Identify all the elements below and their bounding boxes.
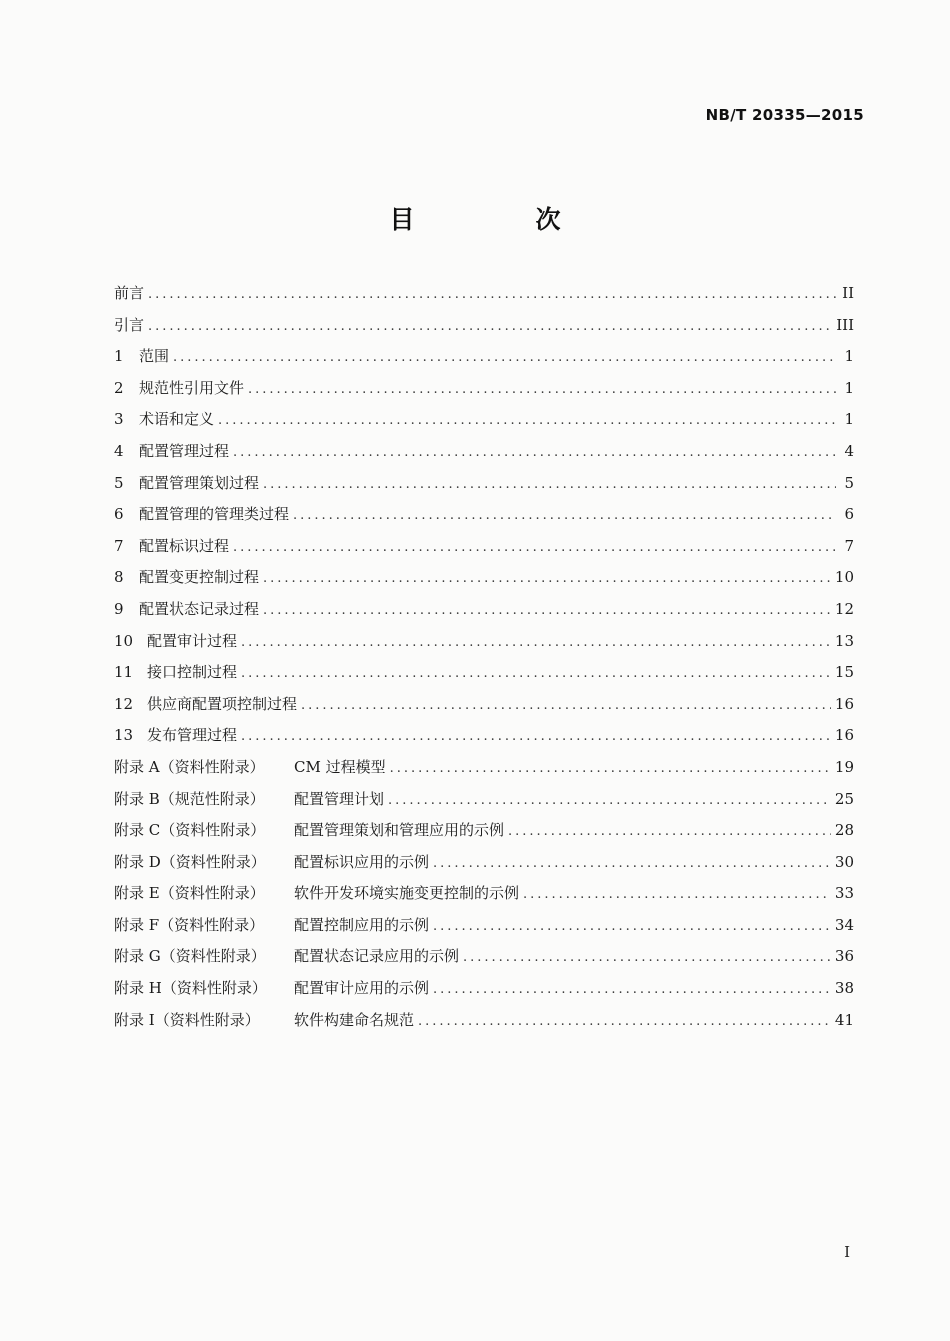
table-of-contents	[114, 278, 854, 1036]
toc-entry[interactable]	[114, 468, 854, 500]
toc-entry-page: III	[836, 315, 854, 334]
toc-entry-label: 配置标识过程	[139, 536, 230, 555]
toc-dot-leader	[433, 848, 831, 880]
toc-dot-leader	[301, 690, 831, 722]
toc-entry[interactable]	[114, 878, 854, 910]
toc-entry-number: 8	[114, 568, 124, 587]
toc-dot-leader	[248, 374, 836, 406]
toc-entry-label: 配置审计过程	[147, 631, 238, 650]
toc-dot-leader	[148, 279, 836, 311]
toc-entry-page: 1	[844, 378, 854, 397]
toc-dot-leader	[148, 311, 832, 343]
toc-entry-number: 13	[114, 726, 134, 745]
toc-dot-leader	[233, 532, 836, 564]
toc-entry[interactable]	[114, 626, 854, 658]
toc-entry-label: 接口控制过程	[147, 663, 238, 682]
toc-entry[interactable]	[114, 278, 854, 310]
toc-entry-label: 配置状态记录过程	[139, 599, 260, 618]
toc-entry-label: 配置审计应用的示例	[294, 979, 430, 998]
toc-entry-page: 10	[834, 568, 854, 587]
toc-entry[interactable]	[114, 941, 854, 973]
toc-entry-label: 规范性引用文件	[139, 378, 245, 397]
toc-entry-label: 发布管理过程	[147, 726, 238, 745]
toc-dot-leader	[523, 879, 831, 911]
toc-entry[interactable]	[114, 531, 854, 563]
toc-entry-page: 12	[834, 599, 854, 618]
toc-entry[interactable]	[114, 910, 854, 942]
toc-dot-leader	[388, 785, 831, 817]
toc-dot-leader	[293, 500, 836, 532]
toc-entry[interactable]	[114, 720, 854, 752]
toc-entry[interactable]	[114, 689, 854, 721]
toc-entry[interactable]	[114, 310, 854, 342]
toc-entry-appendix-prefix: 附录 E（资料性附录）	[114, 884, 265, 903]
toc-entry-page: 38	[834, 979, 854, 998]
toc-entry-page: II	[842, 284, 854, 302]
toc-entry-page: 30	[834, 852, 854, 871]
toc-entry-number: 12	[114, 694, 134, 713]
toc-entry-label: CM 过程模型	[294, 757, 386, 776]
toc-entry[interactable]	[114, 594, 854, 626]
toc-entry-appendix-prefix: 附录 A（资料性附录）	[114, 757, 265, 776]
toc-entry-page: 7	[844, 536, 854, 555]
toc-entry-number: 5	[114, 473, 124, 492]
toc-dot-leader	[241, 658, 831, 690]
toc-dot-leader	[263, 595, 831, 627]
toc-entry[interactable]	[114, 404, 854, 436]
toc-entry-page: 41	[834, 1010, 854, 1029]
toc-dot-leader	[233, 437, 836, 469]
toc-entry-label: 配置管理计划	[294, 789, 385, 808]
toc-dot-leader	[390, 753, 831, 785]
toc-entry-page: 5	[844, 473, 854, 492]
toc-dot-leader	[433, 974, 831, 1006]
toc-entry-page: 6	[844, 505, 854, 524]
toc-dot-leader	[241, 721, 831, 753]
toc-dot-leader	[418, 1006, 831, 1038]
toc-entry-number: 11	[114, 663, 134, 682]
toc-entry-page: 4	[844, 441, 854, 460]
toc-entry-page: 13	[834, 631, 854, 650]
toc-entry-appendix-prefix: 附录 B（规范性附录）	[114, 789, 265, 808]
toc-entry-number: 9	[114, 599, 124, 618]
toc-entry-label: 配置管理过程	[139, 441, 230, 460]
toc-entry[interactable]	[114, 1005, 854, 1037]
toc-entry-page: 15	[834, 663, 854, 682]
toc-dot-leader	[173, 342, 836, 374]
toc-entry[interactable]	[114, 499, 854, 531]
toc-entry-number: 10	[114, 631, 134, 650]
toc-dot-leader	[218, 405, 836, 437]
toc-entry[interactable]	[114, 815, 854, 847]
toc-entry-number: 7	[114, 536, 124, 555]
toc-entry-appendix-prefix: 附录 D（资料性附录）	[114, 852, 266, 871]
toc-entry-label: 前言	[114, 284, 145, 302]
toc-dot-leader	[508, 816, 831, 848]
toc-entry-label: 配置管理策划和管理应用的示例	[294, 821, 505, 840]
toc-entry-number: 2	[114, 378, 124, 397]
toc-entry[interactable]	[114, 657, 854, 689]
toc-entry-label: 配置管理策划过程	[139, 473, 260, 492]
toc-entry[interactable]	[114, 373, 854, 405]
toc-entry-label: 配置管理的管理类过程	[139, 505, 290, 524]
toc-entry-page: 34	[834, 915, 854, 934]
toc-entry-appendix-prefix: 附录 C（资料性附录）	[114, 821, 266, 840]
toc-dot-leader	[263, 563, 831, 595]
toc-entry-page: 25	[834, 789, 854, 808]
toc-dot-leader	[463, 942, 831, 974]
toc-dot-leader	[433, 911, 831, 943]
page-number: I	[844, 1243, 850, 1261]
toc-entry-appendix-prefix: 附录 F（资料性附录）	[114, 915, 265, 934]
toc-entry[interactable]	[114, 562, 854, 594]
toc-entry-page: 1	[844, 410, 854, 429]
toc-entry[interactable]	[114, 341, 854, 373]
toc-entry-label: 范围	[139, 347, 170, 366]
toc-entry-number: 6	[114, 505, 124, 524]
toc-entry-number: 4	[114, 441, 124, 460]
toc-entry-number: 1	[114, 347, 124, 366]
toc-entry-page: 1	[844, 347, 854, 366]
toc-entry-appendix-prefix: 附录 I（资料性附录）	[114, 1010, 260, 1029]
toc-entry-label: 配置控制应用的示例	[294, 915, 430, 934]
toc-entry[interactable]	[114, 752, 854, 784]
toc-entry-page: 36	[834, 947, 854, 966]
toc-title: 目 次	[389, 205, 609, 234]
toc-entry-appendix-prefix: 附录 G（资料性附录）	[114, 947, 266, 966]
toc-entry-page: 19	[834, 757, 854, 776]
toc-entry-page: 16	[834, 694, 854, 713]
toc-entry-label: 软件开发环境实施变更控制的示例	[294, 884, 520, 903]
toc-entry-number: 3	[114, 410, 124, 429]
toc-entry-appendix-prefix: 附录 H（资料性附录）	[114, 979, 267, 998]
toc-entry-page: 33	[834, 884, 854, 903]
toc-entry[interactable]	[114, 973, 854, 1005]
toc-entry-label: 配置变更控制过程	[139, 568, 260, 587]
toc-entry[interactable]	[114, 436, 854, 468]
standard-number: NB/T 20335—2015	[705, 106, 864, 124]
toc-entry-label: 供应商配置项控制过程	[147, 694, 298, 713]
toc-dot-leader	[263, 469, 836, 501]
toc-dot-leader	[241, 627, 831, 659]
toc-entry[interactable]	[114, 847, 854, 879]
toc-entry[interactable]	[114, 784, 854, 816]
toc-entry-page: 28	[834, 821, 854, 840]
toc-entry-label: 配置标识应用的示例	[294, 852, 430, 871]
toc-entry-label: 引言	[114, 315, 145, 334]
toc-entry-label: 配置状态记录应用的示例	[294, 947, 460, 966]
toc-entry-page: 16	[834, 726, 854, 745]
toc-entry-label: 术语和定义	[139, 410, 215, 429]
toc-entry-label: 软件构建命名规范	[294, 1010, 415, 1029]
